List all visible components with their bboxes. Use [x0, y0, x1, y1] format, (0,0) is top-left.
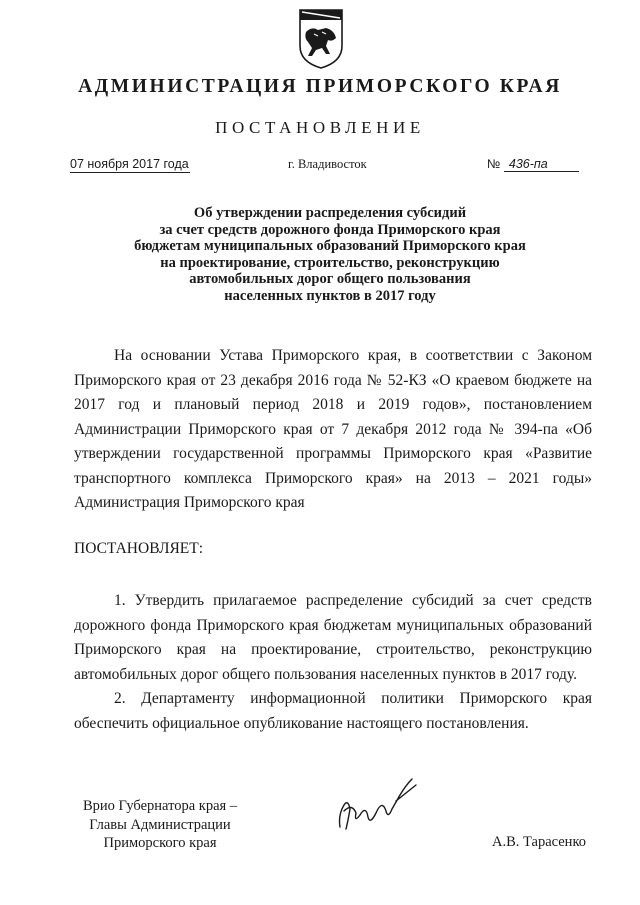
date-value: 07 ноября 2017 года	[70, 157, 189, 171]
document-number	[487, 157, 579, 172]
title-line: автомобильных дорог общего пользования	[189, 271, 471, 287]
title-line: за счет средств дорожного фонда Приморского края	[159, 221, 501, 238]
title-line: населенных пунктов в 2017 году	[224, 287, 436, 304]
number-value: 436-па	[504, 157, 579, 172]
document-type: ПОСТАНОВЛЕНИЕ	[215, 118, 425, 137]
agency-name: АДМИНИСТРАЦИЯ ПРИМОРСКОГО КРАЯ	[78, 76, 562, 97]
preamble-paragraph: На основании Устава Приморского края, в соответствии с Законом Приморского края от 23 декабря 2016 года № 52-КЗ «О краевом бюджете на 2017 год и плановый период 2018 и 2019 годов», постановлением Администрации Приморского края от 7 декабря 2012 года № 394-па «Об утверждении государственной программы Приморского края «Развитие транспортного комплекса Приморского края» на 2013 – 2021 годы» Администрация Приморского края	[74, 347, 592, 511]
coat-of-arms-emblem	[296, 8, 346, 70]
signer-name: А.В. Тарасенко	[492, 834, 587, 850]
decree-heading: ПОСТАНОВЛЯЕТ:	[74, 540, 204, 557]
document-city: г. Владивосток	[288, 157, 367, 171]
title-line: Об утверждении распределения субсидий	[193, 205, 467, 221]
item-1-paragraph: 1. Утвердить прилагаемое распределение субсидий за счет средств дорожного фонда Приморского края бюджетам муниципальных образований Приморского края на проектирование, строительство, реконструкцию автомобильных дорог общего пользования населенных пунктов в 2017 году.	[74, 592, 592, 683]
title-line: на проектирование, строительство, реконструкцию	[160, 254, 500, 271]
number-label: №	[487, 157, 501, 171]
document-date	[70, 157, 190, 173]
signer-position-line: Главы Администрации	[89, 816, 231, 833]
document-title	[80, 205, 580, 304]
title-line: бюджетам муниципальных образований Приморского края	[134, 238, 526, 254]
item-2-paragraph: 2. Департаменту информационной политики Приморского края обеспечить официальное опубликование настоящего постановления.	[74, 690, 592, 732]
signer-position	[60, 797, 260, 853]
handwritten-signature	[330, 775, 420, 835]
signer-position-line: Приморского края	[103, 835, 217, 851]
signer-position-line: Врио Губернатора края –	[82, 798, 238, 814]
